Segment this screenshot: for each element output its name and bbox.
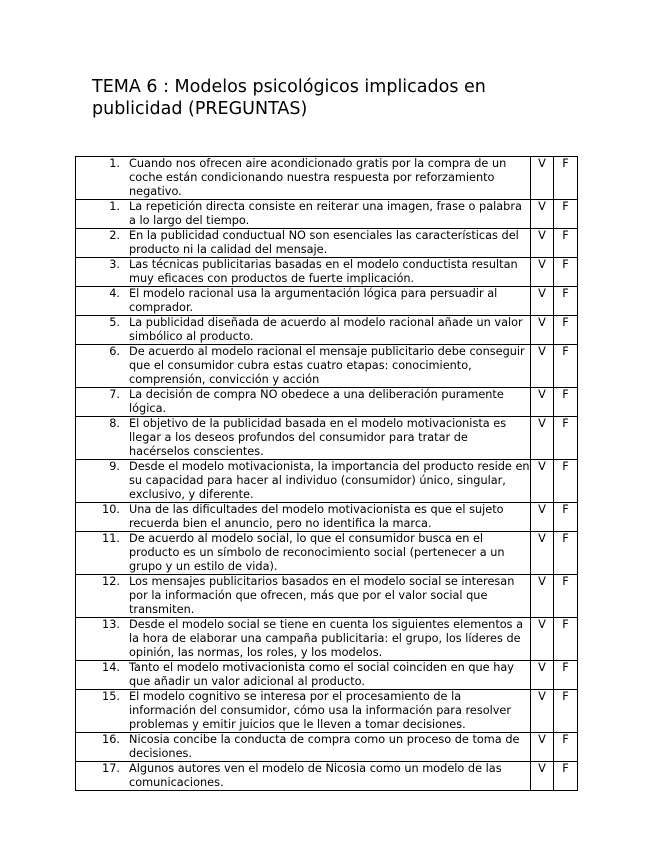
question-text: De acuerdo al modelo racional el mensaje publicitario debe conseguir que el consumidor cubra estas cuatro etapas: conocimiento, comprensión, convicción y acción bbox=[129, 345, 525, 386]
question-row bbox=[76, 157, 578, 200]
question-number: 11. bbox=[102, 532, 120, 545]
question-text: Tanto el modelo motivacionista como el social coinciden en que hay que añadir un valor adicional al producto. bbox=[129, 661, 514, 688]
true-option[interactable]: V bbox=[531, 287, 554, 316]
questions-table bbox=[75, 156, 578, 791]
question-number: 2. bbox=[109, 229, 120, 242]
question-row bbox=[76, 575, 578, 618]
true-option[interactable]: V bbox=[531, 503, 554, 532]
question-text: La repetición directa consiste en reiterar una imagen, frase o palabra a lo largo del tiempo. bbox=[129, 200, 522, 227]
question-number: 4. bbox=[109, 287, 120, 300]
question-cell bbox=[76, 575, 531, 618]
question-cell bbox=[76, 258, 531, 287]
false-option[interactable]: F bbox=[554, 157, 578, 200]
question-row bbox=[76, 661, 578, 690]
question-text: En la publicidad conductual NO son esenciales las características del producto ni la calidad del mensaje. bbox=[129, 229, 519, 256]
question-text: Desde el modelo motivacionista, la importancia del producto reside en su capacidad para hacer al individuo (consumidor) único, singular, exclusivo, y diferente. bbox=[129, 460, 530, 501]
false-option[interactable]: F bbox=[554, 661, 578, 690]
true-option[interactable]: V bbox=[531, 417, 554, 460]
question-cell bbox=[76, 618, 531, 661]
true-option[interactable]: V bbox=[531, 532, 554, 575]
question-text: Nicosia concibe la conducta de compra como un proceso de toma de decisiones. bbox=[129, 733, 520, 760]
question-row bbox=[76, 503, 578, 532]
question-cell bbox=[76, 157, 531, 200]
true-option[interactable]: V bbox=[531, 661, 554, 690]
question-number: 10. bbox=[102, 503, 120, 516]
question-number: 15. bbox=[102, 690, 120, 703]
false-option[interactable]: F bbox=[554, 575, 578, 618]
question-text: Los mensajes publicitarios basados en el modelo social se interesan por la información que ofrecen, más que por el valor social que transmiten. bbox=[129, 575, 515, 616]
question-number: 17. bbox=[102, 762, 120, 775]
true-option[interactable]: V bbox=[531, 258, 554, 287]
question-text: Cuando nos ofrecen aire acondicionado gratis por la compra de un coche están condicionando nuestra respuesta por reforzamiento negativo. bbox=[129, 157, 507, 198]
question-row bbox=[76, 200, 578, 229]
question-row bbox=[76, 532, 578, 575]
question-text: La publicidad diseñada de acuerdo al modelo racional añade un valor simbólico al producto. bbox=[129, 316, 523, 343]
question-row bbox=[76, 417, 578, 460]
false-option[interactable]: F bbox=[554, 417, 578, 460]
question-cell bbox=[76, 345, 531, 388]
true-option[interactable]: V bbox=[531, 690, 554, 733]
question-cell bbox=[76, 690, 531, 733]
false-option[interactable]: F bbox=[554, 460, 578, 503]
question-row bbox=[76, 316, 578, 345]
false-option[interactable]: F bbox=[554, 690, 578, 733]
question-number: 14. bbox=[102, 661, 120, 674]
question-cell bbox=[76, 388, 531, 417]
question-number: 1. bbox=[109, 200, 120, 213]
question-number: 16. bbox=[102, 733, 120, 746]
question-cell bbox=[76, 287, 531, 316]
question-number: 13. bbox=[102, 618, 120, 631]
true-option[interactable]: V bbox=[531, 388, 554, 417]
question-cell bbox=[76, 460, 531, 503]
question-cell bbox=[76, 532, 531, 575]
question-row bbox=[76, 229, 578, 258]
true-option[interactable]: V bbox=[531, 316, 554, 345]
question-cell bbox=[76, 229, 531, 258]
question-row bbox=[76, 345, 578, 388]
true-option[interactable]: V bbox=[531, 460, 554, 503]
question-number: 1. bbox=[109, 157, 120, 170]
question-cell bbox=[76, 503, 531, 532]
question-text: El modelo cognitivo se interesa por el procesamiento de la información del consumidor, cómo usa la información para resolver problemas y emitir juicios que le lleven a tomar decisiones. bbox=[129, 690, 512, 731]
question-cell bbox=[76, 762, 531, 791]
question-number: 6. bbox=[109, 345, 120, 358]
true-option[interactable]: V bbox=[531, 200, 554, 229]
true-option[interactable]: V bbox=[531, 229, 554, 258]
false-option[interactable]: F bbox=[554, 503, 578, 532]
question-row bbox=[76, 733, 578, 762]
false-option[interactable]: F bbox=[554, 200, 578, 229]
question-text: Algunos autores ven el modelo de Nicosia como un modelo de las comunicaciones. bbox=[129, 762, 502, 789]
false-option[interactable]: F bbox=[554, 762, 578, 791]
page-title: TEMA 6 : Modelos psicológicos implicados en publicidad (PREGUNTAS) bbox=[92, 77, 486, 119]
question-number: 9. bbox=[109, 460, 120, 473]
question-row bbox=[76, 287, 578, 316]
false-option[interactable]: F bbox=[554, 345, 578, 388]
question-number: 5. bbox=[109, 316, 120, 329]
question-number: 3. bbox=[109, 258, 120, 271]
question-row bbox=[76, 618, 578, 661]
question-row bbox=[76, 258, 578, 287]
question-row bbox=[76, 460, 578, 503]
true-option[interactable]: V bbox=[531, 618, 554, 661]
question-text: De acuerdo al modelo social, lo que el consumidor busca en el producto es un símbolo de reconocimiento social (pertenecer a un grupo y un estilo de vida). bbox=[129, 532, 505, 573]
false-option[interactable]: F bbox=[554, 388, 578, 417]
true-option[interactable]: V bbox=[531, 575, 554, 618]
false-option[interactable]: F bbox=[554, 532, 578, 575]
false-option[interactable]: F bbox=[554, 316, 578, 345]
false-option[interactable]: F bbox=[554, 618, 578, 661]
question-text: El objetivo de la publicidad basada en el modelo motivacionista es llegar a los deseos profundos del consumidor para tratar de hacérselos conscientes. bbox=[129, 417, 507, 458]
true-option[interactable]: V bbox=[531, 733, 554, 762]
question-row bbox=[76, 388, 578, 417]
question-row bbox=[76, 762, 578, 791]
false-option[interactable]: F bbox=[554, 258, 578, 287]
question-number: 7. bbox=[109, 388, 120, 401]
question-text: Una de las dificultades del modelo motivacionista es que el sujeto recuerda bien el anuncio, pero no identifica la marca. bbox=[129, 503, 504, 530]
true-option[interactable]: V bbox=[531, 157, 554, 200]
question-number: 8. bbox=[109, 417, 120, 430]
false-option[interactable]: F bbox=[554, 287, 578, 316]
false-option[interactable]: F bbox=[554, 733, 578, 762]
question-row bbox=[76, 690, 578, 733]
question-text: Las técnicas publicitarias basadas en el modelo conductista resultan muy eficaces con productos de fuerte implicación. bbox=[129, 258, 518, 285]
true-option[interactable]: V bbox=[531, 762, 554, 791]
question-cell bbox=[76, 200, 531, 229]
question-text: Desde el modelo social se tiene en cuenta los siguientes elementos a la hora de elaborar una campaña publicitaria: el grupo, los líderes de opinión, las normas, los roles, y los modelos. bbox=[129, 618, 524, 659]
question-cell bbox=[76, 661, 531, 690]
question-cell bbox=[76, 417, 531, 460]
question-cell bbox=[76, 733, 531, 762]
question-text: La decisión de compra NO obedece a una deliberación puramente lógica. bbox=[129, 388, 504, 415]
false-option[interactable]: F bbox=[554, 229, 578, 258]
question-number: 12. bbox=[102, 575, 120, 588]
question-cell bbox=[76, 316, 531, 345]
question-text: El modelo racional usa la argumentación lógica para persuadir al comprador. bbox=[129, 287, 498, 314]
true-option[interactable]: V bbox=[531, 345, 554, 388]
